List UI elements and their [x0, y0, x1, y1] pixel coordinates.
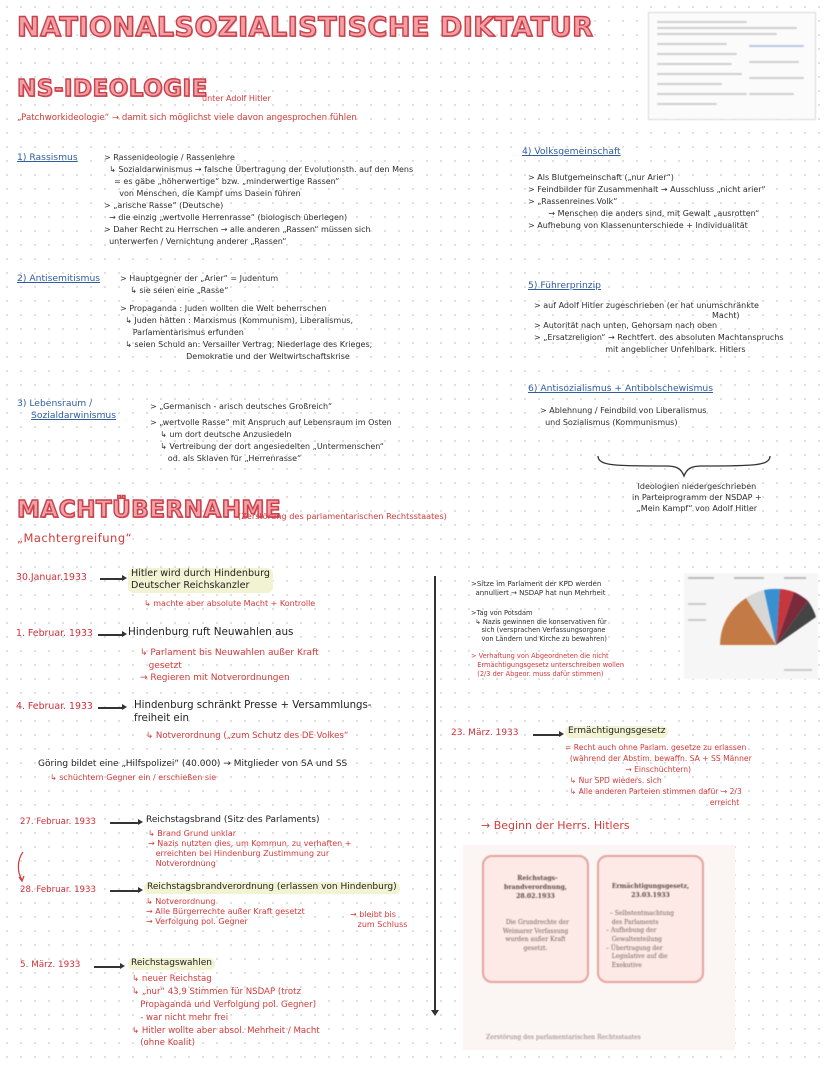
worksheet-thumbnail [648, 12, 816, 120]
page-title: NATIONALSOZIALISTISCHE DIKTATUR [17, 12, 594, 43]
enabling-act-title: Ermächtigungsgesetz [565, 726, 668, 738]
card-body: Die Grundrechte der Weimarer Verfassung wurden außer Kraft gesetzt. [502, 919, 570, 953]
patchwork-note: „Patchworkideologie“ → damit sich möglichst viele davon angesprochen fühlen [17, 113, 357, 123]
arrow-right-icon [110, 822, 140, 824]
card-body: – Selbstentmachtung des Parlaments – Aufhebung der Gewaltenteilung – Übertragung der Legislative auf die Exekutive [606, 910, 674, 970]
card-title: Ermächtigungsgesetz, 23.03.1933 [611, 883, 690, 900]
event-date: 30.Januar.1933 [16, 572, 87, 583]
text-line: > Feindbilder für Zusammenhalt → Ausschluss „nicht arier“ [528, 185, 766, 194]
text-line: > Hauptgegner der „Arier“ = Judentum [120, 274, 279, 283]
section-heading-antisozialismus: 6) Antisozialismus + Antibolschewismus [528, 383, 714, 394]
text-line: → Menschen die anders sind, mit Gewalt „ausrotten“ [528, 209, 760, 218]
ideology-heading: NS-IDEOLOGIE [17, 76, 208, 102]
event-date: 23. März. 1933 [451, 728, 519, 738]
brace-note: Ideologien niedergeschrieben in Parteiprogramm der NSDAP + „Mein Kampf“ von Adolf Hitler [632, 482, 762, 513]
event-title: Hitler wird durch Hindenburg Deutscher Reichskanzler [128, 568, 273, 593]
section-body-fuehrerprinzip [534, 301, 784, 356]
curly-brace-icon [596, 452, 772, 478]
text-line: > Rassenideologie / Rassenlehre [104, 153, 235, 162]
section-heading-volksgemeinschaft: 4) Volksgemeinschaft [522, 146, 621, 157]
event-title: Hindenburg schränkt Presse + Versammlungs- freiheit ein [134, 700, 372, 725]
book-card-ermaechtigungsgesetz [597, 855, 704, 983]
text-line: od. als Sklaven für „Herrenrasse“ [150, 454, 302, 463]
event-notes: ↳ machte aber absolute Macht + Kontrolle [144, 599, 316, 608]
event-title: Reichstagswahlen [128, 958, 215, 970]
arrow-right-icon [533, 734, 561, 736]
text-line: ↳ um dort deutsche Anzusiedeln [150, 430, 292, 439]
text-line: > auf Adolf Hitler zugeschrieben (er hat unumschränkte [534, 301, 759, 310]
text-line: > Aufhebung von Klassenunterschiede + Individualität [528, 221, 748, 230]
text-line: > „arische Rasse“ (Deutsche) [104, 201, 224, 210]
text-line: ↳ seien Schuld an: Versailler Vertrag, Niederlage des Krieges, [120, 340, 373, 349]
text-line: ↳ Vertreibung der dort angesiedelten „Untermenschen“ [150, 442, 384, 451]
text-line: ↳ Sozialdarwinismus → falsche Übertragung der Evolutionsth. auf den Mens [104, 165, 414, 174]
event-date: 1. Februar. 1933 [16, 628, 93, 639]
machtergreifung-label: „Machtergreifung“ [17, 531, 133, 545]
text-line: > „Rassenreines Volk“ [528, 197, 618, 206]
text-line: > Daher Recht zu Herrschen → alle anderen „Rassen“ müssen sich [104, 225, 371, 234]
text-line: = es gäbe „höherwertige“ bzw. „minderwertige Rassen“ [104, 177, 340, 186]
takeover-subheading: (Zerstörung des parlamentarischen Rechtsstaates) [238, 511, 447, 521]
ideology-subheading: unter Adolf Hitler [202, 94, 271, 103]
text-line: > Propaganda : Juden wollten die Welt beherrschen [120, 304, 327, 313]
text-line: und Sozialismus (Kommunismus) [540, 418, 678, 427]
arrest-note: > Verhaftung von Abgeordneten die nicht Ermächtigungsgesetz unterschreiben wollen (2/3 der Abgeor. muss dafür stimmen) [471, 652, 625, 678]
section-body-rassismus [104, 152, 413, 248]
card-title: Reichstags- brandverordnung, 28.02.1933 [504, 874, 567, 900]
text-line: > „Ersatzreligion“ → Rechtfert. des absoluten Machtanspruchs [534, 333, 784, 343]
text-line: Demokratie und der Weltwirtschaftskrise [120, 352, 350, 361]
kpd-note: >Sitze im Parlament der KPD werden annulliert → NSDAP hat nun Mehrheit [471, 580, 606, 598]
section-heading-lebensraum [17, 398, 116, 423]
event-notes: ↳ Brand Grund unklar → Nazis nutzten dies, um Kommun. zu verhaften + erreichten bei Hindenburg Zustimmung zur Notverordnung [148, 829, 352, 868]
event-notes: ↳ schüchtern Gegner ein / erschießen sie [50, 773, 217, 782]
event-notes: ↳ Parlament bis Neuwahlen außer Kraft gesetzt → Regieren mit Notverordnungen [140, 648, 319, 684]
arrow-right-icon [100, 578, 124, 580]
arrow-right-icon [94, 966, 122, 968]
text-line: ↳ sie seien eine „Rasse“ [120, 286, 229, 295]
book-card-reichstagsbrandverordnung [482, 855, 589, 983]
event-notes: ↳ Notverordnung → Alle Bürgerrechte außer Kraft gesetzt → Verfolgung pol. Gegner [146, 897, 305, 926]
event-title: Hindenburg ruft Neuwahlen aus [128, 626, 294, 638]
text-line: > „wertvolle Rasse“ mit Anspruch auf Lebensraum im Osten [150, 418, 392, 427]
event-side-note: → bleibt bis zum Schluss [350, 910, 408, 929]
curved-arrow-icon [14, 850, 28, 884]
takeover-heading: MACHTÜBERNAHME [17, 497, 282, 523]
arrow-right-icon [110, 890, 140, 892]
text-line: > „Germanisch - arisch deutsches Großreich“ [150, 402, 333, 411]
potsdam-note: >Tag von Potsdam ↳ Nazis gewinnen die konservativen für sich (versprachen Verfassungsorgane von Ländern und Kirche zu bewahren) [471, 609, 607, 643]
event-notes: ↳ neuer Reichstag ↳ „nur“ 43,9 Stimmen für NSDAP (trotz Propaganda und Verfolgung pol. Gegner) - war nicht mehr frei ↳ Hitler wollte aber absol. Mehrheit / Macht (ohne Koalit) [132, 974, 320, 1049]
arrow-right-icon [98, 634, 124, 636]
text-line: → die einzig „wertvolle Herrenrasse“ (biologisch überlegen) [104, 213, 348, 222]
section-body-lebensraum [150, 401, 392, 465]
book-caption: Zerstörung des parlamentarischen Rechtsstaates [486, 1034, 641, 1041]
event-title: Reichstagsbrandverordnung (erlassen von Hindenburg) [144, 882, 400, 894]
section-body-volksgemeinschaft [528, 172, 766, 232]
section-heading-rassismus: 1) Rassismus [17, 152, 78, 163]
enabling-act-notes: = Recht auch ohne Parlam. gesetze zu erlassen (während der Abstim. bewaffn. SA + SS Männer → Einschüchtern) ↳ Nur SPD wieders. sich ↳ Alle anderen Parteien stimmen dafür → 2/3 erreicht [565, 743, 752, 807]
arrow-right-icon [98, 707, 124, 709]
text-line: > Autorität nach unten, Gehorsam nach oben [534, 321, 718, 331]
reichstag-seat-chart [684, 573, 818, 679]
section-heading-fuehrerprinzip: 5) Führerprinzip [528, 280, 601, 291]
text-line: mit angeblicher Unfehlbark. Hitlers [534, 345, 746, 355]
text-line: > Als Blutgemeinschaft („nur Arier“) [528, 173, 674, 182]
text-line: Macht) [534, 310, 740, 320]
section-heading-antisemitismus: 2) Antisemitismus [17, 273, 101, 284]
text-line: > Ablehnung / Feindbild von Liberalismus [540, 406, 707, 415]
timeline-divider [434, 576, 436, 1012]
heading-line: 3) Lebensraum / [17, 398, 93, 409]
text-line: von Menschen, die Kampf ums Dasein führen [104, 189, 301, 198]
event-date: 4. Februar. 1933 [16, 701, 93, 712]
event-date: 28. Februar. 1933 [20, 885, 96, 895]
event-title: Göring bildet eine „Hilfspolizei“ (40.000) → Mitglieder von SA und SS [38, 759, 348, 769]
arrow-down-icon [431, 1010, 439, 1016]
event-date: 5. März. 1933 [20, 960, 81, 970]
text-line: Parlamentarismus erfunden [120, 328, 244, 337]
beginn-herrschaft-note: → Beginn der Herrs. Hitlers [481, 819, 630, 832]
event-title: Reichstagsbrand (Sitz des Parlaments) [146, 815, 320, 825]
event-date: 27. Februar. 1933 [20, 817, 96, 827]
event-notes: ↳ Notverordnung („zum Schutz des DE Volkes“ [146, 731, 349, 741]
section-body-antisozialismus [540, 405, 706, 429]
heading-line: Sozialdarwinismus [31, 410, 117, 422]
text-line: unterwerfen / Vernichtung anderer „Rassen“ [104, 237, 287, 246]
text-line: ↳ Juden hätten : Marxismus (Kommunism), Liberalismus, [120, 316, 354, 325]
section-body-antisemitismus [120, 273, 372, 363]
